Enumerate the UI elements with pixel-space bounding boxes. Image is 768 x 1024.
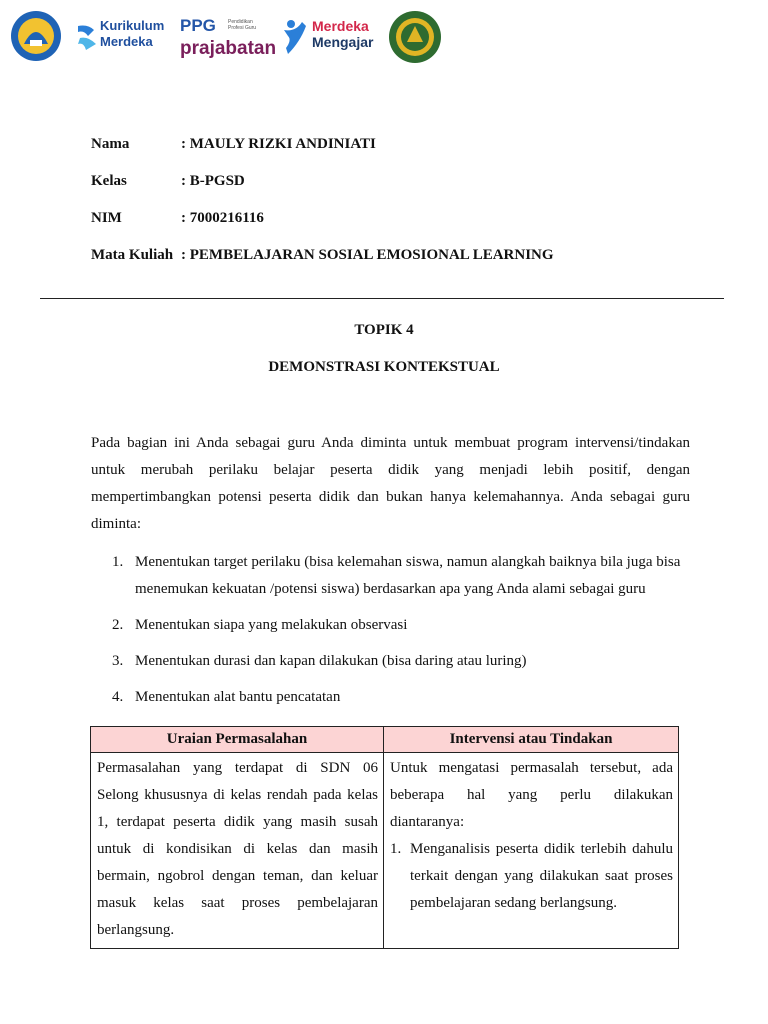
merdeka-text: Merdeka <box>100 34 153 49</box>
info-value: : PEMBELAJARAN SOSIAL EMOSIONAL LEARNING <box>181 247 554 263</box>
list-item <box>112 684 692 711</box>
list-text: Menentukan target perilaku (bisa kelemahan siswa, namun alangkah baiknya bila juga bisa menemukan kekuatan /potensi siswa) berdasarkan apa yang Anda alami sebagai guru <box>135 554 681 597</box>
topic-subtitle: DEMONSTRASI KONTEKSTUAL <box>268 359 500 375</box>
mengajar-text: Mengajar <box>312 34 374 50</box>
cell-intervensi <box>384 753 679 949</box>
list-text: Menentukan alat bantu pencatatan <box>135 689 341 705</box>
info-value: : 7000216116 <box>181 210 264 226</box>
list-number: 3. <box>112 653 124 669</box>
info-row-nim <box>91 210 554 247</box>
list-item <box>112 549 692 603</box>
info-value: : MAULY RIZKI ANDINIATI <box>181 136 376 152</box>
info-label: NIM <box>91 210 122 226</box>
university-seal-logo <box>388 10 442 64</box>
ppg-prajabatan-logo <box>178 14 286 64</box>
topic-title: TOPIK 4 <box>354 322 414 338</box>
list-number: 4. <box>112 689 124 705</box>
info-row-nama <box>91 136 554 173</box>
info-label: Mata Kuliah <box>91 247 174 263</box>
task-list <box>112 549 692 720</box>
intervensi-intro: Untuk mengatasi permasalah tersebut, ada beberapa hal yang perlu dilakukan diantaranya: <box>390 760 673 830</box>
list-item <box>112 612 692 639</box>
list-text: Menentukan durasi dan kapan dilakukan (bisa daring atau luring) <box>135 653 527 669</box>
merdeka-mengajar-logo <box>282 14 392 62</box>
prajabatan-text: prajabatan <box>180 38 277 59</box>
student-info <box>91 136 554 284</box>
ppg-small-text: Pendidikan Profesi Guru <box>228 19 257 31</box>
list-number: 2. <box>112 617 124 633</box>
info-row-kelas <box>91 173 554 210</box>
list-item <box>390 836 673 917</box>
info-label: Nama <box>91 136 130 152</box>
merdeka-text: Merdeka <box>312 18 369 34</box>
horizontal-divider <box>40 298 724 299</box>
table-header-row <box>91 727 679 753</box>
list-text: Menganalisis peserta didik terlebih dahulu terkait dengan yang dilakukan saat proses pembelajaran sedang berlangsung. <box>410 841 673 911</box>
list-text: Menentukan siapa yang melakukan observasi <box>135 617 408 633</box>
kurikulum-text: Kurikulum <box>100 18 165 33</box>
info-value: : B-PGSD <box>181 173 245 189</box>
kurikulum-merdeka-logo <box>76 16 178 60</box>
header-intervensi: Intervensi atau Tindakan <box>384 727 679 753</box>
cell-permasalahan: Permasalahan yang terdapat di SDN 06 Selong khususnya di kelas rendah pada kelas 1, terdapat peserta didik yang masih susah untuk di kondisikan di kelas dan masih bermain, ngobrol dengan teman, dan keluar masuk kelas saat proses pembelajaran berlangsung. <box>91 753 384 949</box>
intervention-table <box>90 726 679 949</box>
info-row-mata-kuliah <box>91 247 554 284</box>
list-item <box>112 648 692 675</box>
intervensi-list <box>390 836 673 917</box>
list-number: 1. <box>390 841 402 857</box>
tut-wuri-handayani-logo <box>10 10 62 62</box>
info-label: Kelas <box>91 173 127 189</box>
list-number: 1. <box>112 554 124 570</box>
header-uraian-permasalahan: Uraian Permasalahan <box>91 727 384 753</box>
table-row <box>91 753 679 949</box>
intro-paragraph: Pada bagian ini Anda sebagai guru Anda diminta untuk membuat program intervensi/tindakan untuk merubah perilaku belajar peserta didik yang menjadi lebih positif, dengan mempertimbangkan potensi peserta didik dan bukan hanya kelemahannya. Anda sebagai guru diminta: <box>91 435 690 532</box>
ppg-text: PPG <box>180 16 216 35</box>
